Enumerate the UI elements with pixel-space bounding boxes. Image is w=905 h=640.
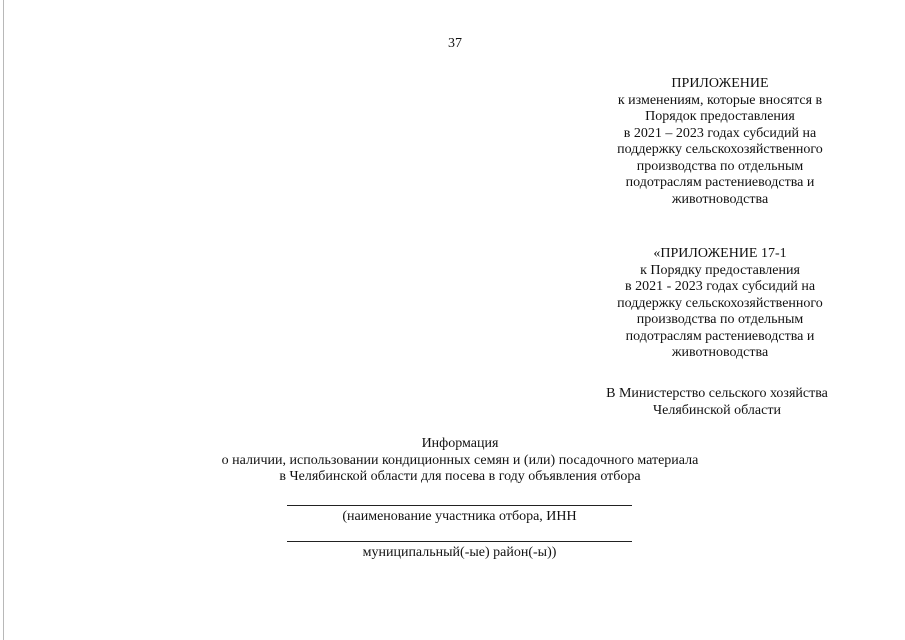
appendix-header-block bbox=[590, 76, 850, 208]
information-subtitle-line: в Челябинской области для посева в году объявления отбора bbox=[279, 469, 641, 484]
information-title-block bbox=[150, 436, 770, 486]
appendix-line: производства по отдельным bbox=[636, 158, 804, 174]
appendix-17-1-line: подотраслям растениеводства и bbox=[625, 328, 815, 344]
appendix-17-1-line: в 2021 - 2023 годах субсидий на bbox=[624, 279, 816, 294]
appendix-17-1-line: к Порядку предоставления bbox=[640, 262, 800, 278]
page-number: 37 bbox=[448, 36, 462, 51]
information-title: Информация bbox=[421, 436, 499, 451]
appendix-17-1-line: производства по отдельным bbox=[636, 312, 804, 327]
appendix-17-1-line: поддержку сельскохозяйственного bbox=[617, 295, 823, 311]
participant-caption: (наименование участника отбора, ИНН bbox=[342, 509, 577, 524]
page-left-edge bbox=[3, 0, 4, 640]
appendix-line: к изменениям, которые вносятся в bbox=[617, 92, 823, 108]
recipient-line: Челябинской области bbox=[653, 402, 781, 418]
appendix-line: подотраслям растениеводства и bbox=[625, 175, 815, 190]
appendix-17-1-block bbox=[590, 246, 850, 362]
appendix-line: в 2021 – 2023 годах субсидий на bbox=[623, 125, 817, 141]
appendix-17-1-line: «ПРИЛОЖЕНИЕ 17-1 bbox=[653, 246, 787, 261]
appendix-line: ПРИЛОЖЕНИЕ bbox=[671, 76, 769, 91]
appendix-line: поддержку сельскохозяйственного bbox=[617, 142, 823, 157]
information-subtitle-line: о наличии, использовании кондиционных семян и (или) посадочного материала bbox=[221, 452, 699, 468]
recipient-line: В Министерство сельского хозяйства bbox=[606, 386, 828, 401]
appendix-17-1-line: животноводства bbox=[671, 345, 769, 360]
participant-fill-line[interactable] bbox=[287, 505, 632, 506]
appendix-line: Порядок предоставления bbox=[645, 109, 795, 124]
district-fill-line[interactable] bbox=[287, 541, 632, 542]
district-caption: муниципальный(-ые) район(-ы)) bbox=[362, 545, 557, 560]
recipient-block bbox=[585, 386, 849, 419]
appendix-line: животноводства bbox=[671, 191, 769, 207]
